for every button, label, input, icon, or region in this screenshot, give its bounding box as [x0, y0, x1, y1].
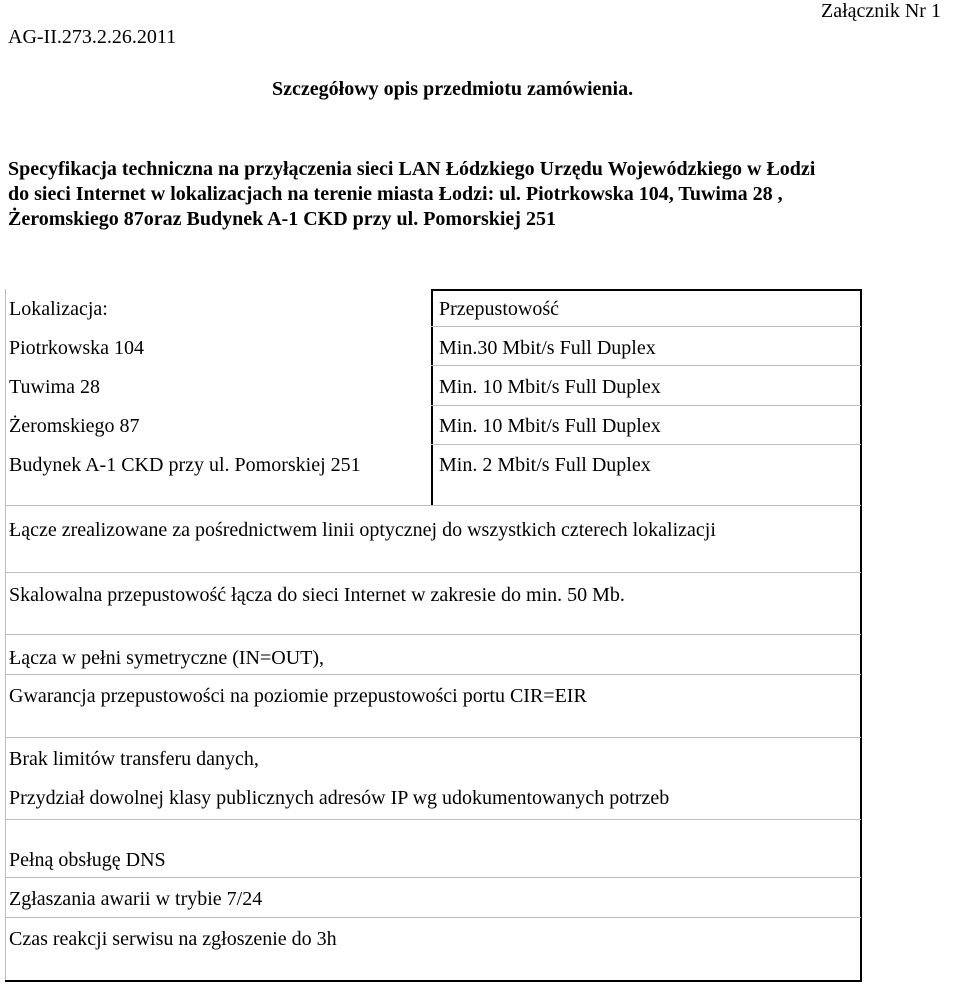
document-reference-number: AG-II.273.2.26.2011 [8, 26, 177, 48]
bandwidth-cell: Min. 10 Mbit/s Full Duplex [439, 376, 661, 398]
location-cell: Budynek A-1 CKD przy ul. Pomorskiej 251 [9, 454, 361, 476]
annex-label: Załącznik Nr 1 [821, 0, 941, 22]
location-cell: Żeromskiego 87 [9, 415, 140, 437]
row-divider [5, 819, 861, 820]
table-border-left [5, 289, 6, 982]
requirement-item: Skalowalna przepustowość łącza do sieci Internet w zakresie do min. 50 Mb. [9, 584, 625, 606]
column-header-bandwidth: Przepustowość [439, 298, 559, 320]
requirement-item: Czas reakcji serwisu na zgłoszenie do 3h [9, 928, 337, 950]
row-divider [5, 917, 861, 918]
row-divider [5, 505, 861, 506]
specification-line: Specyfikacja techniczna na przyłączenia sieci LAN Łódzkiego Urzędu Wojewódzkiego w Łodzi [8, 158, 816, 180]
row-divider [431, 365, 861, 366]
specification-paragraph [8, 157, 953, 232]
requirement-item: Zgłaszania awarii w trybie 7/24 [9, 888, 263, 910]
row-divider [5, 572, 861, 573]
requirement-item: Brak limitów transferu danych, [9, 748, 259, 770]
row-divider [431, 326, 861, 327]
specification-line: Żeromskiego 87oraz Budynek A-1 CKD przy ul. Pomorskiej 251 [8, 208, 556, 230]
specification-line: do sieci Internet w lokalizacjach na terenie miasta Łodzi: ul. Piotrkowska 104, Tuwima 28 , [8, 183, 783, 205]
specification-table [5, 289, 862, 982]
row-divider [5, 634, 861, 635]
row-divider [5, 877, 861, 878]
document-title: Szczegółowy opis przedmiotu zamówienia. [272, 78, 634, 100]
bandwidth-cell: Min. 10 Mbit/s Full Duplex [439, 415, 661, 437]
requirement-item: Łącza w pełni symetryczne (IN=OUT), [9, 647, 325, 669]
table-border-bottom [5, 980, 862, 982]
table-column-divider [431, 289, 433, 505]
table-border-top-right [431, 289, 862, 291]
bandwidth-cell: Min. 2 Mbit/s Full Duplex [439, 454, 651, 476]
row-divider [5, 737, 861, 738]
bandwidth-cell: Min.30 Mbit/s Full Duplex [439, 337, 656, 359]
row-divider [5, 674, 861, 675]
requirement-item: Przydział dowolnej klasy publicznych adresów IP wg udokumentowanych potrzeb [9, 787, 670, 809]
table-border-right [860, 289, 862, 982]
requirement-item: Pełną obsługę DNS [9, 849, 166, 871]
location-cell: Piotrkowska 104 [9, 337, 144, 359]
column-header-location: Lokalizacja: [9, 298, 108, 320]
requirement-item: Łącze zrealizowane za pośrednictwem linii optycznej do wszystkich czterech lokalizacji [9, 519, 716, 541]
row-divider [431, 405, 861, 406]
row-divider [431, 444, 861, 445]
location-cell: Tuwima 28 [9, 376, 100, 398]
requirement-item: Gwarancja przepustowości na poziomie przepustowości portu CIR=EIR [9, 685, 587, 707]
